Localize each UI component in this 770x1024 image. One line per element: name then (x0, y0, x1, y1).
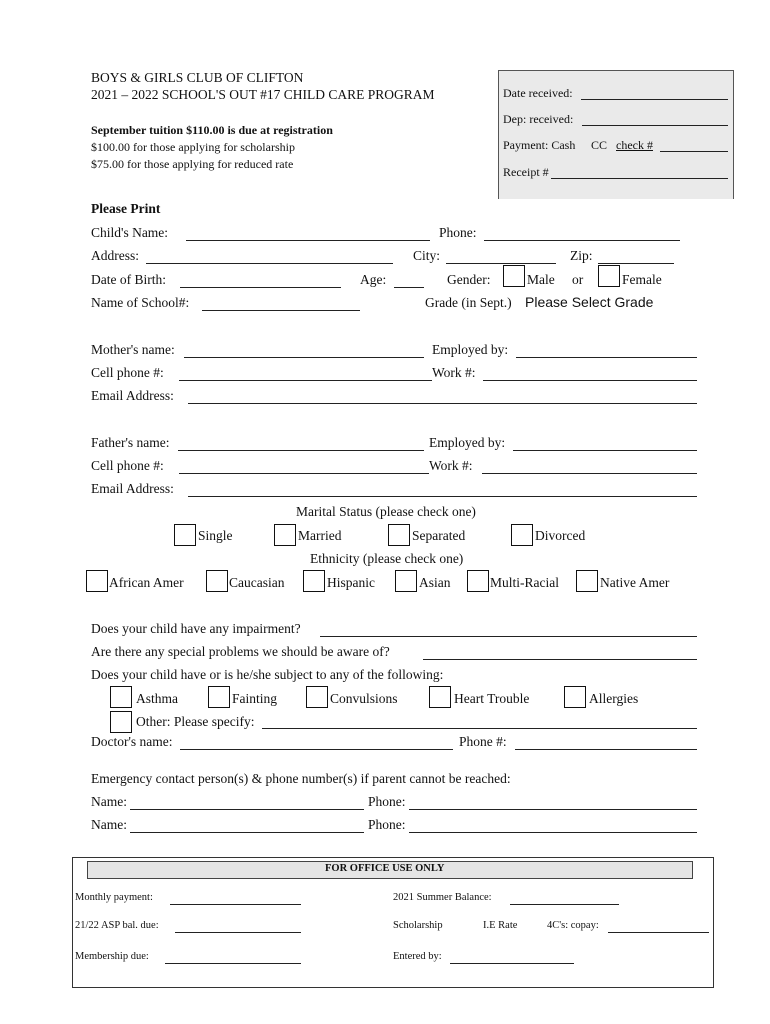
heart-trouble-checkbox[interactable] (429, 686, 451, 708)
mother-email-label: Email Address: (91, 388, 174, 403)
doctor-name-line (180, 749, 453, 750)
ethnicity-title: Ethnicity (please check one) (310, 551, 464, 566)
date-received-line (581, 99, 728, 100)
single-checkbox[interactable] (174, 524, 196, 546)
asian-checkbox[interactable] (395, 570, 417, 592)
school-input[interactable] (202, 295, 360, 309)
fainting-label: Fainting (232, 691, 278, 706)
mother-work-label: Work #: (432, 365, 476, 380)
convulsions-label: Convulsions (330, 691, 398, 706)
payment-label: Payment: Cash (503, 138, 576, 152)
check-label: check # (616, 138, 653, 152)
child-name-line (186, 240, 430, 241)
separated-label: Separated (412, 528, 466, 543)
mother-work-line (483, 380, 697, 381)
divorced-label: Divorced (535, 528, 586, 543)
father-cell-label: Cell phone #: (91, 458, 164, 473)
doctor-phone-input[interactable] (515, 734, 697, 748)
mother-name-input[interactable] (184, 342, 424, 356)
mother-name-line (184, 357, 424, 358)
emergency-name-2-input[interactable] (130, 817, 364, 831)
father-cell-line (179, 473, 429, 474)
cc-label: CC (591, 138, 608, 152)
monthly-payment-line (170, 904, 301, 905)
membership-due-label: Membership due: (75, 951, 149, 962)
hispanic-checkbox[interactable] (303, 570, 325, 592)
special-problems-line (423, 659, 697, 660)
asp-bal-label: 21/22 ASP bal. due: (75, 920, 159, 931)
dob-label: Date of Birth: (91, 272, 166, 287)
other-label: Other: Please specify: (136, 714, 255, 729)
address-input[interactable] (146, 248, 393, 262)
caucasian-label: Caucasian (229, 575, 285, 590)
father-employed-line (513, 450, 697, 451)
receipt-label: Receipt # (503, 165, 549, 179)
father-work-input[interactable] (482, 458, 697, 472)
membership-due-line (165, 963, 301, 964)
impairment-line (320, 636, 697, 637)
emergency-name-1-line (130, 809, 364, 810)
caucasian-checkbox[interactable] (206, 570, 228, 592)
child-name-label: Child's Name: (91, 225, 169, 240)
zip-input[interactable] (598, 248, 674, 262)
mother-employed-label: Employed by: (432, 342, 509, 357)
emergency-phone-1-input[interactable] (409, 794, 697, 808)
doctor-name-label: Doctor's name: (91, 734, 173, 749)
mother-work-input[interactable] (483, 365, 697, 379)
school-label: Name of School#: (91, 295, 190, 310)
dep-received-label: Dep: received: (503, 112, 574, 126)
city-line (446, 263, 556, 264)
emergency-name-2-label: Name: (91, 817, 127, 832)
mother-name-label: Mother's name: (91, 342, 175, 357)
allergies-checkbox[interactable] (564, 686, 586, 708)
scholarship-label: Scholarship (393, 920, 443, 931)
asp-bal-line (175, 932, 301, 933)
multi-racial-label: Multi-Racial (490, 575, 559, 590)
mother-employed-input[interactable] (516, 342, 697, 356)
emergency-phone-2-line (409, 832, 697, 833)
org-name: BOYS & GIRLS CLUB OF CLIFTON (91, 70, 304, 85)
divorced-checkbox[interactable] (511, 524, 533, 546)
reduced-note: $75.00 for those applying for reduced rate (91, 157, 294, 171)
emergency-phone-2-input[interactable] (409, 817, 697, 831)
emergency-phone-1-label: Phone: (368, 794, 406, 809)
entered-by-line (450, 963, 574, 964)
convulsions-checkbox[interactable] (306, 686, 328, 708)
dob-input[interactable] (180, 272, 341, 286)
father-name-input[interactable] (178, 435, 424, 449)
emergency-name-1-input[interactable] (130, 794, 364, 808)
native-amer-checkbox[interactable] (576, 570, 598, 592)
married-label: Married (298, 528, 342, 543)
city-label: City: (413, 248, 441, 263)
zip-label: Zip: (570, 248, 593, 263)
emergency-phone-2-label: Phone: (368, 817, 406, 832)
mother-email-line (188, 403, 697, 404)
copay-label: 4C's: copay: (547, 920, 599, 931)
father-employed-label: Employed by: (429, 435, 506, 450)
married-checkbox[interactable] (274, 524, 296, 546)
special-problems-label: Are there any special problems we should be aware of? (91, 644, 390, 659)
male-checkbox[interactable] (503, 265, 525, 287)
date-received-label: Date received: (503, 86, 573, 100)
age-line (394, 287, 424, 288)
dep-received-line (582, 125, 728, 126)
mother-cell-label: Cell phone #: (91, 365, 164, 380)
grade-label: Grade (in Sept.) (425, 295, 512, 310)
other-line (262, 728, 697, 729)
copay-line (608, 932, 709, 933)
african-amer-checkbox[interactable] (86, 570, 108, 592)
receipt-line (551, 178, 728, 179)
scholarship-note: $100.00 for those applying for scholarship (91, 140, 295, 154)
single-label: Single (198, 528, 233, 543)
city-input[interactable] (446, 248, 556, 262)
multi-racial-checkbox[interactable] (467, 570, 489, 592)
asthma-checkbox[interactable] (110, 686, 132, 708)
heart-trouble-label: Heart Trouble (454, 691, 530, 706)
emergency-phone-1-line (409, 809, 697, 810)
father-email-label: Email Address: (91, 481, 174, 496)
father-email-input[interactable] (188, 481, 697, 495)
ie-rate-label: I.E Rate (483, 920, 518, 931)
native-amer-label: Native Amer (600, 575, 670, 590)
child-phone-input[interactable] (484, 225, 680, 239)
allergies-label: Allergies (589, 691, 639, 706)
marital-title: Marital Status (please check one) (296, 504, 476, 519)
address-label: Address: (91, 248, 139, 263)
impairment-input[interactable] (320, 621, 697, 635)
special-problems-input[interactable] (423, 644, 697, 658)
father-email-line (188, 496, 697, 497)
summer-balance-line (510, 904, 619, 905)
program-title: 2021 – 2022 SCHOOL'S OUT #17 CHILD CARE PROGRAM (91, 87, 435, 102)
hispanic-label: Hispanic (327, 575, 375, 590)
doctor-phone-label: Phone #: (459, 734, 507, 749)
mother-email-input[interactable] (188, 388, 697, 402)
african-amer-label: African Amer (109, 575, 184, 590)
female-label: Female (622, 272, 662, 287)
tuition-note: September tuition $110.00 is due at registration (91, 123, 333, 137)
female-checkbox[interactable] (598, 265, 620, 287)
dob-line (180, 287, 341, 288)
father-name-label: Father's name: (91, 435, 170, 450)
father-cell-input[interactable] (179, 458, 429, 472)
please-print: Please Print (91, 201, 161, 216)
other-input[interactable] (262, 714, 697, 728)
mother-employed-line (516, 357, 697, 358)
mother-cell-line (179, 380, 432, 381)
impairment-label: Does your child have any impairment? (91, 621, 301, 636)
age-label: Age: (360, 272, 387, 287)
emergency-title: Emergency contact person(s) & phone number(s) if parent cannot be reached: (91, 771, 511, 786)
monthly-payment-label: Monthly payment: (75, 892, 153, 903)
gender-label: Gender: (447, 272, 491, 287)
office-use-title: FOR OFFICE USE ONLY (325, 863, 445, 874)
check-line (660, 151, 728, 152)
grade-select[interactable]: Please Select Grade (525, 294, 654, 310)
subject-label: Does your child have or is he/she subject to any of the following: (91, 667, 444, 682)
age-input[interactable] (394, 272, 424, 286)
doctor-name-input[interactable] (180, 734, 453, 748)
father-work-label: Work #: (429, 458, 473, 473)
father-employed-input[interactable] (513, 435, 697, 449)
or-label: or (572, 272, 584, 287)
mother-cell-input[interactable] (179, 365, 432, 379)
child-name-input[interactable] (186, 225, 430, 239)
emergency-name-2-line (130, 832, 364, 833)
summer-balance-label: 2021 Summer Balance: (393, 892, 492, 903)
separated-checkbox[interactable] (388, 524, 410, 546)
asthma-label: Asthma (136, 691, 178, 706)
other-checkbox[interactable] (110, 711, 132, 733)
emergency-name-1-label: Name: (91, 794, 127, 809)
fainting-checkbox[interactable] (208, 686, 230, 708)
doctor-phone-line (515, 749, 697, 750)
address-line (146, 263, 393, 264)
asian-label: Asian (419, 575, 451, 590)
father-name-line (178, 450, 424, 451)
child-phone-label: Phone: (439, 225, 477, 240)
zip-line (598, 263, 674, 264)
male-label: Male (527, 272, 555, 287)
child-phone-line (484, 240, 680, 241)
entered-by-label: Entered by: (393, 951, 442, 962)
school-line (202, 310, 360, 311)
father-work-line (482, 473, 697, 474)
